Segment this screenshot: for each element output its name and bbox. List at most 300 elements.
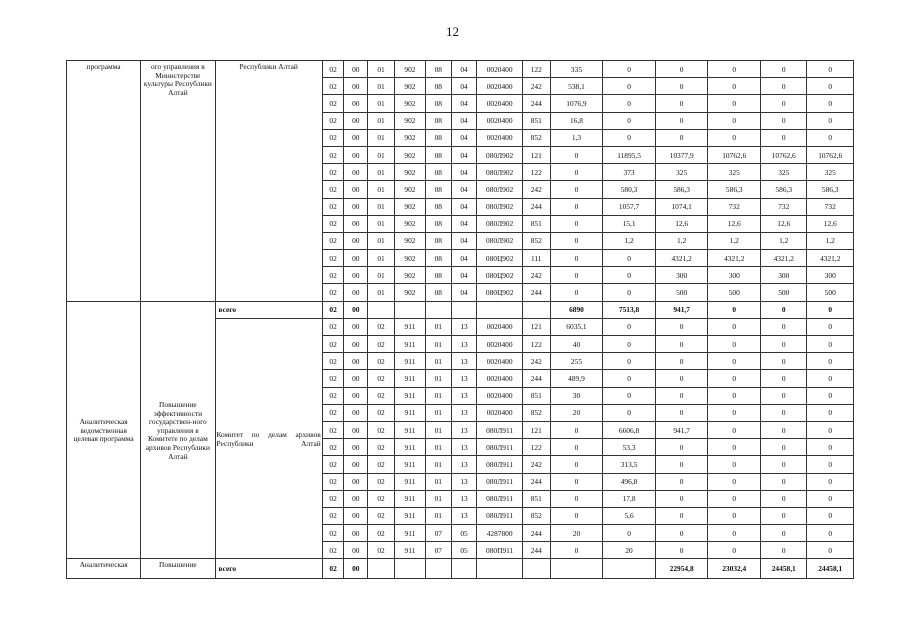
value-cell: 0 [708, 525, 761, 542]
value-cell: 02 [322, 181, 344, 198]
value-cell: 4321,2 [761, 250, 807, 267]
value-cell: 10377,9 [655, 146, 708, 163]
value-cell: 0 [708, 95, 761, 112]
value-cell: 242 [522, 267, 550, 284]
program-cell: Аналитическая [67, 559, 141, 578]
value-cell: 0 [807, 473, 854, 490]
program-cell: Аналитическая ведомственная целевая программа [67, 301, 141, 559]
value-cell: 00 [344, 129, 368, 146]
value-cell: 300 [708, 267, 761, 284]
value-cell: 02 [322, 559, 344, 578]
value-cell [368, 301, 395, 318]
value-cell: 02 [368, 318, 395, 335]
value-cell: 13 [451, 387, 477, 404]
value-cell: 0020400 [477, 353, 522, 370]
value-cell: 00 [344, 318, 368, 335]
value-cell: 40 [550, 336, 603, 353]
value-cell: 04 [451, 215, 477, 232]
value-cell: 20 [603, 542, 656, 559]
value-cell: 07 [425, 542, 451, 559]
value-cell: 00 [344, 421, 368, 438]
value-cell: 23032,4 [708, 559, 761, 578]
value-cell: 01 [368, 112, 395, 129]
value-cell: 0 [603, 404, 656, 421]
value-cell: 0 [655, 473, 708, 490]
value-cell: 080Л902 [477, 232, 522, 249]
value-cell: 080Л911 [477, 439, 522, 456]
value-cell [368, 559, 395, 578]
page-number: 12 [446, 24, 459, 39]
value-cell: 02 [368, 387, 395, 404]
value-cell: 0020400 [477, 61, 522, 78]
value-cell: 0 [708, 542, 761, 559]
value-cell: 08 [425, 112, 451, 129]
value-cell: 02 [322, 250, 344, 267]
value-cell: 244 [522, 542, 550, 559]
value-cell: 1074,1 [655, 198, 708, 215]
value-cell: 11895,5 [603, 146, 656, 163]
value-cell: 941,7 [655, 301, 708, 318]
value-cell: 0 [550, 181, 603, 198]
value-cell: 04 [451, 164, 477, 181]
value-cell: 911 [394, 439, 425, 456]
value-cell: 20 [550, 404, 603, 421]
value-cell [394, 301, 425, 318]
value-cell: 111 [522, 250, 550, 267]
value-cell: 0 [655, 387, 708, 404]
value-cell: 911 [394, 507, 425, 524]
value-cell: 01 [425, 387, 451, 404]
value-cell: 911 [394, 473, 425, 490]
value-cell: 0 [603, 112, 656, 129]
value-cell: 01 [425, 439, 451, 456]
value-cell: 0020400 [477, 370, 522, 387]
value-cell: 0 [761, 387, 807, 404]
value-cell: 1,3 [550, 129, 603, 146]
value-cell: 00 [344, 387, 368, 404]
value-cell [522, 301, 550, 318]
value-cell: 10762,6 [807, 146, 854, 163]
value-cell: 01 [368, 215, 395, 232]
value-cell: 1,2 [761, 232, 807, 249]
value-cell: 538,1 [550, 78, 603, 95]
value-cell: 911 [394, 318, 425, 335]
value-cell: 7513,8 [603, 301, 656, 318]
value-cell: 911 [394, 336, 425, 353]
value-cell: 0 [655, 61, 708, 78]
value-cell: 13 [451, 507, 477, 524]
value-cell: 00 [344, 559, 368, 578]
value-cell: 080Ц902 [477, 284, 522, 301]
value-cell: 0020400 [477, 318, 522, 335]
value-cell: 04 [451, 284, 477, 301]
value-cell: 02 [368, 421, 395, 438]
value-cell: 02 [322, 542, 344, 559]
value-cell: 902 [394, 78, 425, 95]
value-cell: 496,8 [603, 473, 656, 490]
value-cell: 01 [368, 181, 395, 198]
value-cell: 02 [322, 164, 344, 181]
value-cell: 0 [807, 301, 854, 318]
value-cell: 911 [394, 404, 425, 421]
value-cell: 08 [425, 215, 451, 232]
value-cell: 0 [603, 353, 656, 370]
value-cell: 01 [368, 232, 395, 249]
value-cell: 325 [655, 164, 708, 181]
value-cell: 04 [451, 78, 477, 95]
value-cell: 852 [522, 404, 550, 421]
value-cell: 851 [522, 387, 550, 404]
value-cell: 911 [394, 456, 425, 473]
value-cell: 0 [550, 421, 603, 438]
value-cell: 1,2 [603, 232, 656, 249]
value-cell: 0 [550, 490, 603, 507]
value-cell: 500 [655, 284, 708, 301]
value-cell: 04 [451, 112, 477, 129]
value-cell [550, 559, 603, 578]
value-cell: 4321,2 [655, 250, 708, 267]
value-cell: 1076,9 [550, 95, 603, 112]
value-cell: 500 [708, 284, 761, 301]
value-cell: 0 [807, 336, 854, 353]
value-cell: 05 [451, 525, 477, 542]
value-cell: 0 [761, 301, 807, 318]
value-cell: 01 [425, 507, 451, 524]
value-cell: 02 [368, 542, 395, 559]
value-cell: 080Л911 [477, 456, 522, 473]
value-cell: 02 [322, 421, 344, 438]
value-cell: 373 [603, 164, 656, 181]
value-cell: 080Ц902 [477, 267, 522, 284]
value-cell: 852 [522, 232, 550, 249]
value-cell: 00 [344, 525, 368, 542]
value-cell: 00 [344, 301, 368, 318]
value-cell: 0 [655, 370, 708, 387]
value-cell: 00 [344, 232, 368, 249]
value-cell: 4321,2 [708, 250, 761, 267]
value-cell: 0 [550, 439, 603, 456]
value-cell: 01 [368, 250, 395, 267]
value-cell: 00 [344, 473, 368, 490]
value-cell: 0 [807, 353, 854, 370]
value-cell: 02 [322, 490, 344, 507]
value-cell: 13 [451, 473, 477, 490]
value-cell: 30 [550, 387, 603, 404]
value-cell: 0 [655, 112, 708, 129]
value-cell: 00 [344, 95, 368, 112]
value-cell: 08 [425, 129, 451, 146]
value-cell: 02 [322, 284, 344, 301]
value-cell: 02 [368, 490, 395, 507]
value-cell: 08 [425, 198, 451, 215]
value-cell: 00 [344, 336, 368, 353]
value-cell: 02 [322, 146, 344, 163]
value-cell: 0 [807, 525, 854, 542]
value-cell: 242 [522, 181, 550, 198]
value-cell: 04 [451, 198, 477, 215]
value-cell: 00 [344, 78, 368, 95]
value-cell: 53,3 [603, 439, 656, 456]
value-cell: 0 [550, 232, 603, 249]
value-cell: 911 [394, 525, 425, 542]
value-cell: 586,3 [761, 181, 807, 198]
value-cell: 13 [451, 336, 477, 353]
value-cell: 902 [394, 95, 425, 112]
value-cell: 122 [522, 336, 550, 353]
value-cell: 00 [344, 146, 368, 163]
value-cell: 0 [655, 507, 708, 524]
value-cell: 902 [394, 232, 425, 249]
value-cell: 04 [451, 146, 477, 163]
value-cell: 902 [394, 198, 425, 215]
value-cell: 02 [322, 95, 344, 112]
value-cell: 1,2 [655, 232, 708, 249]
value-cell: 01 [425, 490, 451, 507]
value-cell: 244 [522, 525, 550, 542]
value-cell: 1,2 [708, 232, 761, 249]
value-cell: 0 [655, 404, 708, 421]
value-cell: 911 [394, 370, 425, 387]
value-cell: 00 [344, 284, 368, 301]
value-cell [394, 559, 425, 578]
value-cell: 04 [451, 267, 477, 284]
value-cell: 00 [344, 370, 368, 387]
value-cell: 00 [344, 507, 368, 524]
value-cell: 0 [655, 456, 708, 473]
value-cell: 0 [603, 95, 656, 112]
value-cell: 0 [761, 525, 807, 542]
value-cell: 02 [322, 336, 344, 353]
value-cell: 02 [368, 404, 395, 421]
value-cell: 244 [522, 370, 550, 387]
value-cell: 00 [344, 164, 368, 181]
value-cell: 0 [807, 456, 854, 473]
value-cell: 911 [394, 353, 425, 370]
value-cell: 00 [344, 542, 368, 559]
value-cell: 122 [522, 61, 550, 78]
value-cell: 24458,1 [761, 559, 807, 578]
value-cell: 911 [394, 490, 425, 507]
value-cell: 04 [451, 129, 477, 146]
value-cell: 0 [761, 490, 807, 507]
value-cell: 16,8 [550, 112, 603, 129]
value-cell: 0 [550, 267, 603, 284]
value-cell: 0 [807, 318, 854, 335]
value-cell: 01 [368, 129, 395, 146]
value-cell: 12,6 [708, 215, 761, 232]
value-cell: 325 [708, 164, 761, 181]
value-cell: 02 [322, 318, 344, 335]
value-cell: 0 [603, 370, 656, 387]
value-cell: 0 [761, 112, 807, 129]
value-cell: 121 [522, 146, 550, 163]
executor-cell: Комитет по делам архивов Республики Алтай [215, 318, 322, 559]
value-cell: 04 [451, 181, 477, 198]
value-cell: 08 [425, 250, 451, 267]
value-cell: 08 [425, 78, 451, 95]
value-cell: 902 [394, 181, 425, 198]
value-cell: 0 [761, 421, 807, 438]
value-cell: 02 [368, 439, 395, 456]
value-cell: 0 [761, 473, 807, 490]
value-cell: 0 [807, 439, 854, 456]
value-cell: 313,5 [603, 456, 656, 473]
value-cell: 00 [344, 198, 368, 215]
executor-cell: Республики Алтай [215, 61, 322, 302]
value-cell: 902 [394, 250, 425, 267]
value-cell [477, 559, 522, 578]
value-cell: 0 [550, 456, 603, 473]
value-cell: 17,8 [603, 490, 656, 507]
value-cell: 10762,6 [708, 146, 761, 163]
value-cell: 0 [761, 456, 807, 473]
value-cell: 080Л911 [477, 507, 522, 524]
value-cell: 0 [708, 370, 761, 387]
value-cell: 0 [655, 353, 708, 370]
value-cell: 852 [522, 129, 550, 146]
value-cell: 4287800 [477, 525, 522, 542]
value-cell: 0 [761, 61, 807, 78]
value-cell: 6890 [550, 301, 603, 318]
value-cell: 5,6 [603, 507, 656, 524]
value-cell: 02 [322, 353, 344, 370]
value-cell: 0 [708, 473, 761, 490]
value-cell: 08 [425, 146, 451, 163]
value-cell: 080Л902 [477, 198, 522, 215]
value-cell: 0 [708, 129, 761, 146]
value-cell: 489,9 [550, 370, 603, 387]
value-cell: 0 [761, 336, 807, 353]
value-cell: 01 [425, 318, 451, 335]
value-cell: 02 [368, 507, 395, 524]
value-cell: 902 [394, 146, 425, 163]
value-cell: 01 [368, 284, 395, 301]
value-cell [603, 559, 656, 578]
value-cell: 24458,1 [807, 559, 854, 578]
value-cell: 335 [550, 61, 603, 78]
value-cell: 0 [655, 318, 708, 335]
value-cell: 15,1 [603, 215, 656, 232]
value-cell: 242 [522, 78, 550, 95]
value-cell: 244 [522, 198, 550, 215]
value-cell: 01 [368, 95, 395, 112]
value-cell: 0 [708, 112, 761, 129]
value-cell: 0 [708, 336, 761, 353]
value-cell: 13 [451, 456, 477, 473]
value-cell: 0020400 [477, 78, 522, 95]
value-cell: 02 [322, 301, 344, 318]
value-cell: 04 [451, 95, 477, 112]
value-cell: 0020400 [477, 112, 522, 129]
total-label: всего [215, 559, 322, 578]
value-cell: 02 [322, 78, 344, 95]
value-cell: 0 [807, 112, 854, 129]
value-cell: 0 [655, 336, 708, 353]
value-cell: 00 [344, 353, 368, 370]
value-cell: 0 [603, 129, 656, 146]
value-cell: 01 [368, 164, 395, 181]
goal-cell: Повышение эффективности государствен-ного управления в Комитете по делам архивов Республики Алтай [141, 301, 215, 559]
value-cell: 080Л902 [477, 215, 522, 232]
value-cell: 10762,6 [761, 146, 807, 163]
value-cell: 02 [322, 370, 344, 387]
value-cell: 01 [425, 336, 451, 353]
value-cell: 22954,8 [655, 559, 708, 578]
value-cell: 244 [522, 284, 550, 301]
value-cell: 0 [708, 78, 761, 95]
value-cell: 0 [807, 370, 854, 387]
goal-cell: Повышение [141, 559, 215, 578]
value-cell: 00 [344, 490, 368, 507]
value-cell: 08 [425, 232, 451, 249]
value-cell: 0 [807, 421, 854, 438]
value-cell: 121 [522, 318, 550, 335]
value-cell: 02 [322, 387, 344, 404]
value-cell: 0 [708, 404, 761, 421]
value-cell: 0 [603, 318, 656, 335]
value-cell: 13 [451, 370, 477, 387]
value-cell: 02 [322, 456, 344, 473]
value-cell: 04 [451, 250, 477, 267]
value-cell: 0 [655, 129, 708, 146]
value-cell: 0020400 [477, 387, 522, 404]
value-cell: 0 [708, 421, 761, 438]
value-cell: 0 [655, 439, 708, 456]
value-cell: 12,6 [655, 215, 708, 232]
value-cell: 0 [761, 507, 807, 524]
total-row [67, 301, 854, 318]
value-cell: 13 [451, 490, 477, 507]
value-cell: 02 [322, 129, 344, 146]
value-cell: 0 [761, 95, 807, 112]
value-cell: 0 [761, 404, 807, 421]
value-cell: 902 [394, 129, 425, 146]
value-cell: 0 [708, 318, 761, 335]
value-cell: 0 [761, 318, 807, 335]
value-cell [522, 559, 550, 578]
value-cell: 01 [368, 78, 395, 95]
total-label: всего [215, 301, 322, 318]
value-cell: 851 [522, 490, 550, 507]
value-cell: 500 [761, 284, 807, 301]
value-cell: 586,3 [807, 181, 854, 198]
goal-cell: ого управления в Министерстве культуры Республики Алтай [141, 61, 215, 302]
value-cell: 0 [550, 507, 603, 524]
value-cell: 732 [708, 198, 761, 215]
value-cell: 0020400 [477, 95, 522, 112]
value-cell: 0 [708, 507, 761, 524]
value-cell: 0 [603, 61, 656, 78]
value-cell: 0 [603, 336, 656, 353]
value-cell: 0 [550, 198, 603, 215]
value-cell: 05 [451, 542, 477, 559]
value-cell: 244 [522, 473, 550, 490]
value-cell [425, 301, 451, 318]
value-cell: 0 [603, 78, 656, 95]
value-cell: 911 [394, 421, 425, 438]
program-cell: программа [67, 61, 141, 302]
value-cell: 6606,8 [603, 421, 656, 438]
value-cell: 851 [522, 215, 550, 232]
value-cell: 0 [807, 129, 854, 146]
value-cell: 0 [807, 78, 854, 95]
value-cell: 300 [807, 267, 854, 284]
value-cell: 0 [761, 370, 807, 387]
value-cell: 00 [344, 267, 368, 284]
value-cell: 02 [322, 198, 344, 215]
value-cell: 0 [761, 129, 807, 146]
value-cell: 01 [368, 267, 395, 284]
